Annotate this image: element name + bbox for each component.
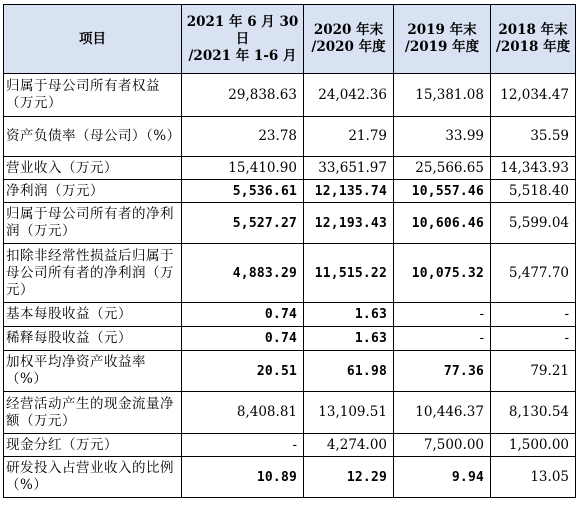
- value-cell: 13,109.51: [304, 392, 394, 434]
- header-row: [4, 5, 576, 74]
- value-cell: 10,557.46: [394, 180, 491, 203]
- value-cell: 14,343.93: [491, 157, 576, 180]
- value-cell: 77.36: [394, 351, 491, 392]
- value-cell: 13.05: [491, 457, 576, 498]
- value-cell: 8,408.81: [182, 392, 304, 434]
- value-cell: 9.94: [394, 457, 491, 498]
- value-cell: 5,518.40: [491, 180, 576, 203]
- value-cell: 5,527.27: [182, 203, 304, 244]
- row-label: 归属于母公司所有者权益（万元）: [4, 74, 182, 117]
- row-label: 稀释每股收益（元）: [4, 327, 182, 351]
- table-row: [4, 244, 576, 303]
- financial-summary-table: [3, 4, 576, 498]
- row-label: 研发投入占营业收入的比例（%）: [4, 457, 182, 498]
- value-cell: -: [491, 303, 576, 327]
- table-row: [4, 117, 576, 157]
- value-cell: -: [394, 303, 491, 327]
- row-label: 现金分红（万元）: [4, 434, 182, 457]
- value-cell: 20.51: [182, 351, 304, 392]
- value-cell: 15,410.90: [182, 157, 304, 180]
- table-row: [4, 434, 576, 457]
- table-row: [4, 351, 576, 392]
- value-cell: 4,883.29: [182, 244, 304, 303]
- value-cell: 79.21: [491, 351, 576, 392]
- value-cell: 29,838.63: [182, 74, 304, 117]
- table-row: [4, 457, 576, 498]
- row-label: 营业收入（万元）: [4, 157, 182, 180]
- row-label: 经营活动产生的现金流量净额（万元）: [4, 392, 182, 434]
- value-cell: 11,515.22: [304, 244, 394, 303]
- row-label: 资产负债率（母公司）（%）: [4, 117, 182, 157]
- value-cell: 5,536.61: [182, 180, 304, 203]
- table-row: [4, 327, 576, 351]
- header-2018: 2018 年末 /2018 年度: [491, 5, 576, 74]
- value-cell: -: [182, 434, 304, 457]
- value-cell: -: [394, 327, 491, 351]
- value-cell: 12,135.74: [304, 180, 394, 203]
- value-cell: 4,274.00: [304, 434, 394, 457]
- table-row: [4, 303, 576, 327]
- header-2021h1: 2021 年 6 月 30 日 /2021 年 1-6 月: [182, 5, 304, 74]
- value-cell: 12,034.47: [491, 74, 576, 117]
- row-label: 归属于母公司所有者的净利润（万元）: [4, 203, 182, 244]
- value-cell: 12.29: [304, 457, 394, 498]
- header-2020: 2020 年末 /2020 年度: [304, 5, 394, 74]
- table-row: [4, 74, 576, 117]
- value-cell: 23.78: [182, 117, 304, 157]
- value-cell: 5,477.70: [491, 244, 576, 303]
- value-cell: 10,446.37: [394, 392, 491, 434]
- row-label: 净利润（万元）: [4, 180, 182, 203]
- table-row: [4, 392, 576, 434]
- value-cell: 21.79: [304, 117, 394, 157]
- value-cell: 0.74: [182, 327, 304, 351]
- value-cell: 15,381.08: [394, 74, 491, 117]
- row-label: 加权平均净资产收益率（%）: [4, 351, 182, 392]
- value-cell: 5,599.04: [491, 203, 576, 244]
- value-cell: 7,500.00: [394, 434, 491, 457]
- value-cell: 61.98: [304, 351, 394, 392]
- value-cell: 24,042.36: [304, 74, 394, 117]
- table-body: [4, 74, 576, 498]
- value-cell: 10,075.32: [394, 244, 491, 303]
- row-label: 基本每股收益（元）: [4, 303, 182, 327]
- table-row: [4, 157, 576, 180]
- value-cell: 35.59: [491, 117, 576, 157]
- value-cell: 1.63: [304, 303, 394, 327]
- value-cell: 33,651.97: [304, 157, 394, 180]
- value-cell: 25,566.65: [394, 157, 491, 180]
- value-cell: 33.99: [394, 117, 491, 157]
- value-cell: 12,193.43: [304, 203, 394, 244]
- value-cell: -: [491, 327, 576, 351]
- row-label: 扣除非经常性损益后归属于母公司所有者的净利润（万元）: [4, 244, 182, 303]
- value-cell: 1,500.00: [491, 434, 576, 457]
- table-header: [4, 5, 576, 74]
- value-cell: 10.89: [182, 457, 304, 498]
- value-cell: 10,606.46: [394, 203, 491, 244]
- header-item: 项目: [4, 5, 182, 74]
- value-cell: 0.74: [182, 303, 304, 327]
- value-cell: 1.63: [304, 327, 394, 351]
- table-row: [4, 180, 576, 203]
- value-cell: 8,130.54: [491, 392, 576, 434]
- header-2019: 2019 年末 /2019 年度: [394, 5, 491, 74]
- table-row: [4, 203, 576, 244]
